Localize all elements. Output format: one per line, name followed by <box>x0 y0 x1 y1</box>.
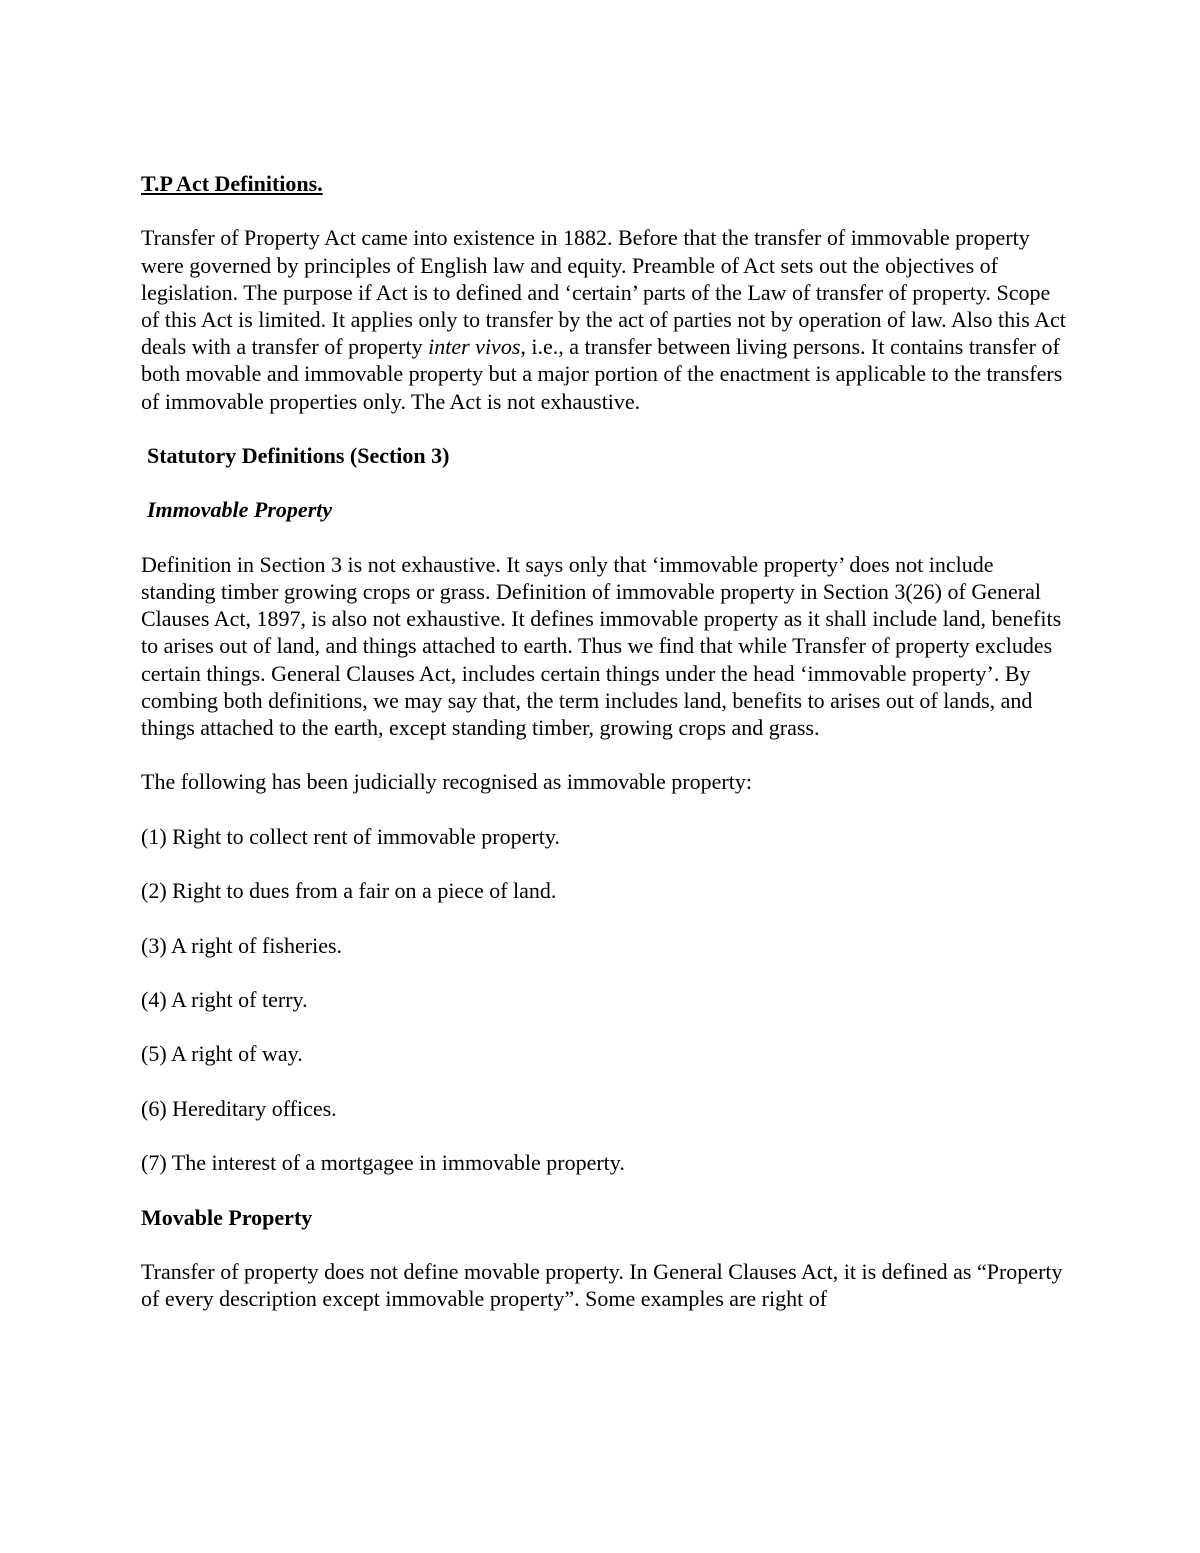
list-item: (4) A right of terry. <box>141 986 308 1012</box>
movable-property-paragraph: Transfer of property does not define movable property. In General Clauses Act, it is defined as “Property of every description except immovable property”. Some examples are right of <box>141 1258 1063 1312</box>
list-item: (7) The interest of a mortgagee in immovable property. <box>141 1150 625 1176</box>
document-body <box>141 170 1071 1340</box>
section-heading: Statutory Definitions (Section 3) <box>147 443 450 468</box>
immovable-property-paragraph: Definition in Section 3 is not exhaustive. It says only that ‘immovable property’ does not include standing timber growing crops or grass. Definition of immovable property in Section 3(26) of General Clauses Act, 1897, is also not exhaustive. It defines immovable property as it shall include land, benefits to arises out of land, and things attached to earth. Thus we find that while Transfer of property excludes certain things. General Clauses Act, includes certain things under the head ‘immovable property’. By combing both definitions, we may say that, the term includes land, benefits to arises out of lands, and things attached to the earth, except standing timber, growing crops and grass. <box>141 551 1062 740</box>
list-item: (1) Right to collect rent of immovable property. <box>141 823 560 849</box>
intro-paragraph <box>141 224 1071 414</box>
intro-text-part1: Transfer of Property Act came into existence in 1882. Before that the transfer of immovable property were governed by principles of English law and equity. Preamble of Act sets out the objectives of legislation. The purpose if Act is to defined and ‘certain’ parts of the Law of transfer of property. Scope of this Act is limited. It applies only to transfer by the act of parties not by operation of law. Also this Act deals with a transfer of property <box>141 225 1066 360</box>
intro-text-part2: , i.e., a transfer between living persons. It contains transfer of both movable and immovable property but a major portion of the enactment is applicable to the transfers of immovable properties only. The Act is not exhaustive. <box>141 334 1063 414</box>
list-item: (6) Hereditary offices. <box>141 1095 337 1121</box>
judicial-intro-paragraph: The following has been judicially recognised as immovable property: <box>141 769 752 795</box>
immovable-property-heading: Immovable Property <box>147 497 333 523</box>
list-item: (5) A right of way. <box>141 1041 303 1067</box>
intro-italic-term: inter vivos <box>428 334 521 360</box>
list-item: (2) Right to dues from a fair on a piece of land. <box>141 878 557 904</box>
list-item: (3) A right of fisheries. <box>141 932 343 958</box>
document-title: T.P Act Definitions. <box>141 171 323 196</box>
movable-property-heading: Movable Property <box>141 1204 313 1230</box>
